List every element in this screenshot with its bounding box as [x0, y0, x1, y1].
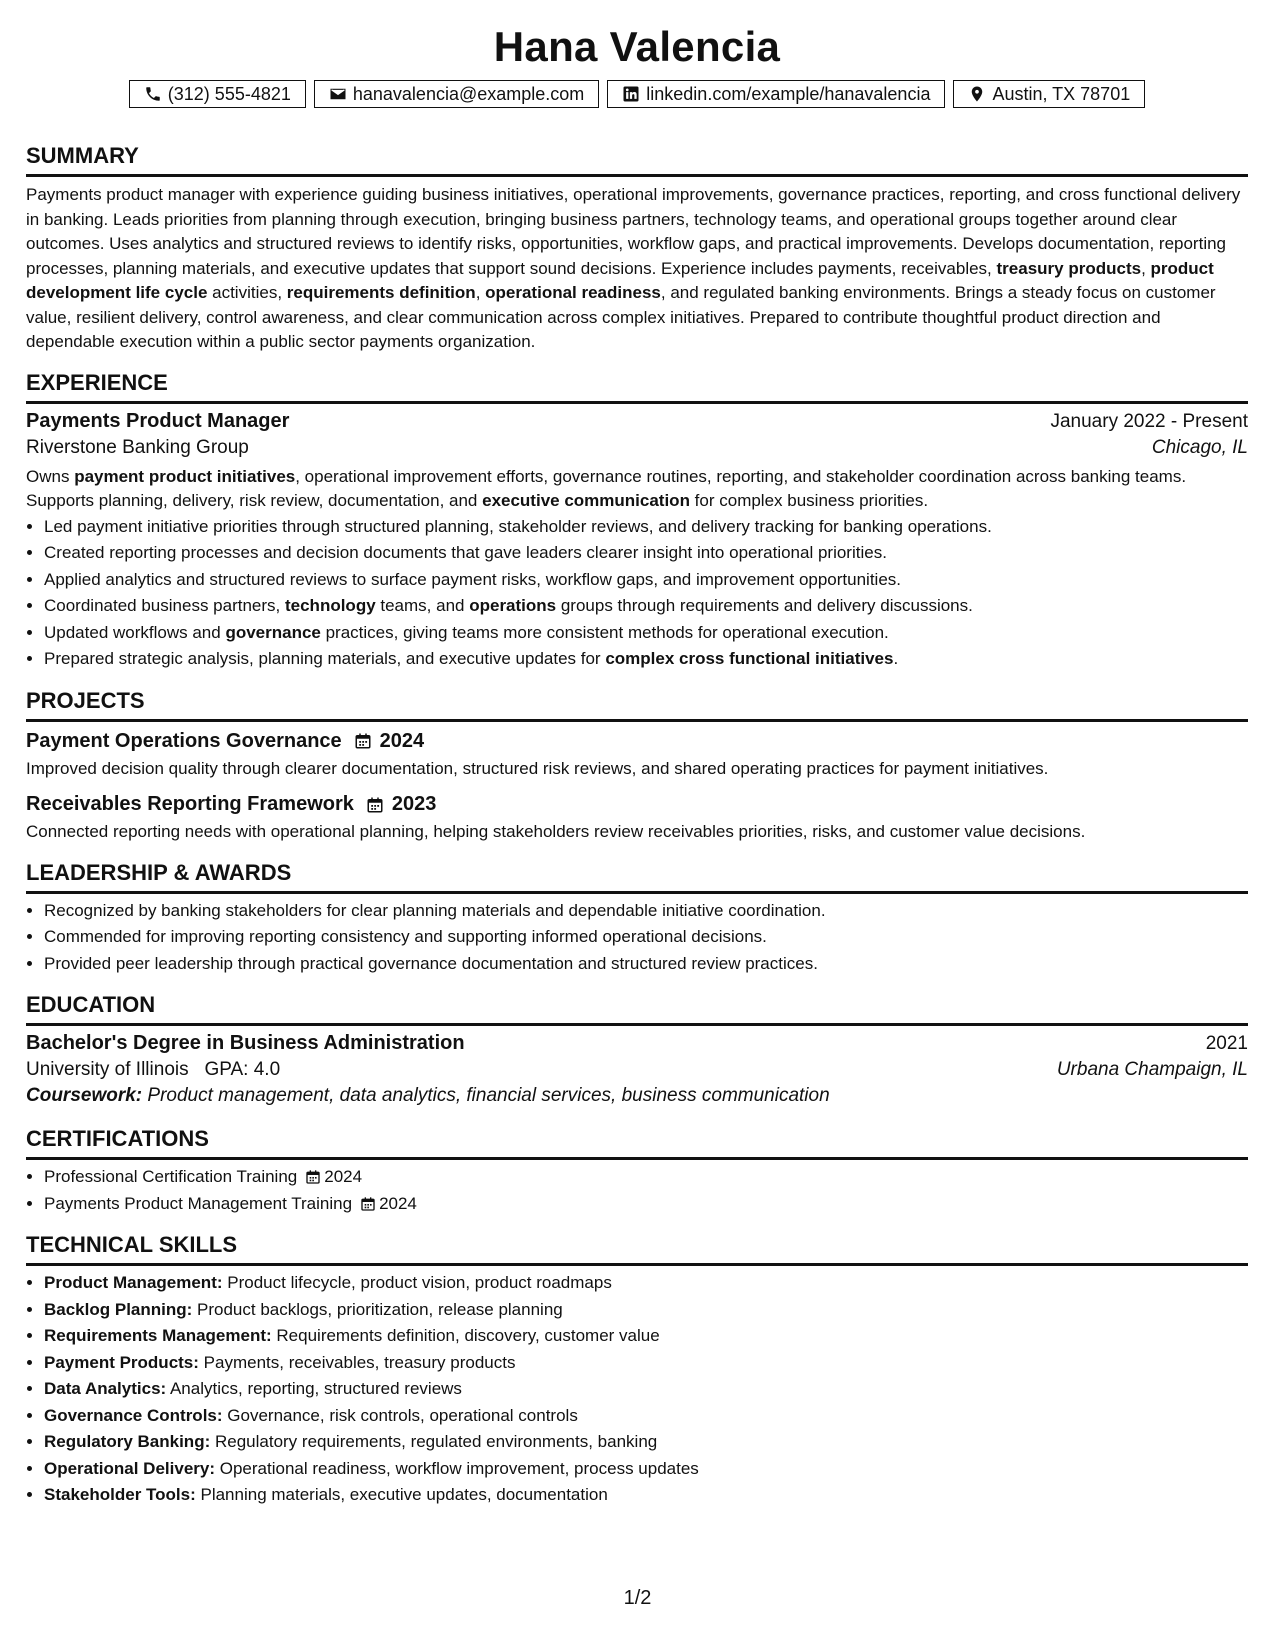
skill-label: Backlog Planning:	[44, 1299, 193, 1319]
project-year: 2023	[391, 793, 437, 815]
calendar-icon	[366, 796, 384, 814]
education-section	[26, 991, 1248, 1107]
list-item: • Provided peer leadership through practical governance documentation and structured review practices.	[44, 951, 1248, 978]
education-subheader	[26, 1059, 1248, 1081]
certifications-list	[26, 1164, 1248, 1217]
section-title-education: EDUCATION	[26, 991, 1248, 1026]
list-item: • Commended for improving reporting consistency and supporting informed operational decisions.	[44, 924, 1248, 951]
phone-icon	[144, 85, 162, 103]
skill-value: Product backlogs, prioritization, release planning	[192, 1299, 563, 1319]
skill-value: Requirements definition, discovery, customer value	[271, 1326, 660, 1345]
project-description: Connected reporting needs with operational planning, helping stakeholders review receivables priorities, risks, and customer value decisions.	[26, 822, 1086, 841]
list-item	[44, 1191, 1248, 1218]
gpa: GPA: 4.0	[204, 1059, 281, 1080]
skill-value: Regulatory requirements, regulated environments, banking	[210, 1432, 658, 1451]
resume-page	[26, 20, 1248, 1509]
calendar-icon	[305, 1169, 321, 1185]
linkedin-text: linkedin.com/example/hanavalencia	[646, 83, 931, 104]
project-description: Improved decision quality through clearer documentation, structured risk reviews, and shared operating practices for payment initiatives.	[26, 758, 1049, 778]
calendar-icon	[360, 1196, 376, 1212]
cert-name: • Payments Product Management Training	[44, 1193, 353, 1213]
list-item: • Created reporting processes and decision documents that gave leaders clearer insight into operational priorities.	[44, 540, 1248, 567]
contact-email[interactable]	[314, 80, 599, 108]
projects-section	[26, 687, 1248, 845]
list-item	[44, 1164, 1248, 1191]
contact-phone[interactable]	[129, 80, 306, 108]
leadership-section	[26, 859, 1248, 978]
skill-label: Payment Products:	[44, 1352, 199, 1372]
school-name: University of Illinois	[26, 1059, 189, 1080]
summary-section	[26, 142, 1248, 355]
job-location: Chicago, IL	[1151, 436, 1248, 458]
project-name: Payment Operations Governance	[26, 729, 342, 752]
project-header	[26, 730, 1248, 753]
job-company: Riverstone Banking Group	[26, 436, 249, 458]
skill-value: Governance, risk controls, operational controls	[222, 1405, 578, 1425]
list-item	[44, 1376, 1248, 1403]
envelope-icon	[329, 85, 347, 103]
certifications-section	[26, 1125, 1248, 1217]
phone-text: (312) 555-4821	[167, 83, 291, 104]
skills-list	[26, 1270, 1248, 1509]
project-year: 2024	[379, 729, 425, 752]
job-subheader	[26, 437, 1248, 459]
job-bullets	[26, 514, 1248, 673]
candidate-name: Hana Valencia	[493, 23, 781, 70]
skill-value: Payments, receivables, treasury products	[198, 1352, 516, 1372]
summary-text: Payments product manager with experience guiding business initiatives, operational improvements, governance practices, reporting, and cross functional delivery in banking. Leads priorities from planning through execution, bringing business partners, technology teams, and operational groups together around clear outcomes. Uses analytics and structured reviews to identify risks, opportunities, workflow gaps, and practical improvements. Develops documentation, reporting processes, planning materials, and executive updates that support sound decisions. Experience includes payments, receivables, treasury products, product development life cycle activities, requirements definition, operational readiness, and regulated banking environments. Brings a steady focus on customer value, resilient delivery, control awareness, and clear communication across complex initiatives. Prepared to contribute thoughtful product direction and dependable execution within a public sector payments organization.	[26, 185, 1241, 351]
calendar-icon	[354, 732, 372, 750]
section-title-certifications: CERTIFICATIONS	[26, 1125, 1248, 1160]
job-title: Payments Product Manager	[26, 409, 290, 432]
skill-label: Data Analytics:	[44, 1379, 167, 1398]
skill-label: Product Management:	[44, 1273, 223, 1292]
coursework-list: Product management, data analytics, financial services, business communication	[142, 1085, 830, 1106]
email-text: hanavalencia@example.com	[352, 83, 585, 104]
list-item: • Led payment initiative priorities through structured planning, stakeholder reviews, and delivery tracking for banking operations.	[44, 514, 1248, 541]
skills-section	[26, 1231, 1248, 1509]
cert-year: 2024	[379, 1193, 417, 1213]
list-item: • Recognized by banking stakeholders for clear planning materials and dependable initiative coordination.	[44, 898, 1248, 925]
skill-label: Governance Controls:	[44, 1405, 223, 1425]
education-header	[26, 1032, 1248, 1055]
leadership-list	[26, 898, 1248, 978]
skill-label: Regulatory Banking:	[44, 1432, 211, 1451]
location-text: Austin, TX 78701	[992, 83, 1131, 104]
job-intro: Owns payment product initiatives, operational improvement efforts, governance routines, reporting, and stakeholder coordination across banking teams. Supports planning, delivery, risk review, documentation, and executive communication for complex business priorities.	[26, 466, 1187, 510]
list-item	[44, 1482, 1248, 1509]
cert-name: • Professional Certification Training	[44, 1167, 298, 1186]
list-item	[44, 1323, 1248, 1350]
section-title-skills: TECHNICAL SKILLS	[26, 1231, 1248, 1266]
section-title-projects: PROJECTS	[26, 687, 1248, 722]
list-item	[44, 1297, 1248, 1324]
coursework-label: Coursework:	[26, 1085, 143, 1106]
list-item: • Updated workflows and governance practices, giving teams more consistent methods for operational execution.	[44, 620, 1248, 647]
page-number: 1/2	[623, 1587, 652, 1609]
list-item	[44, 1403, 1248, 1430]
skill-value: Operational readiness, workflow improvement, process updates	[215, 1458, 699, 1478]
skill-value: Planning materials, executive updates, documentation	[195, 1485, 608, 1504]
list-item: • Applied analytics and structured reviews to surface payment risks, workflow gaps, and improvement opportunities.	[44, 567, 1248, 594]
project-header	[26, 793, 1248, 816]
list-item	[44, 1270, 1248, 1297]
list-item: • Coordinated business partners, technology teams, and operations groups through requirements and delivery discussions.	[44, 593, 1248, 620]
list-item	[44, 1429, 1248, 1456]
school-info	[26, 1059, 280, 1081]
job-header	[26, 410, 1248, 433]
project-date	[354, 730, 425, 753]
degree-name: Bachelor's Degree in Business Administration	[26, 1032, 465, 1054]
job-dates: January 2022 - Present	[1050, 410, 1248, 432]
section-title-summary: SUMMARY	[26, 142, 1248, 177]
skill-value: Product lifecycle, product vision, product roadmaps	[222, 1273, 612, 1292]
graduation-year: 2021	[1205, 1033, 1248, 1054]
list-item: • Prepared strategic analysis, planning materials, and executive updates for complex cross functional initiatives.	[44, 646, 1248, 673]
experience-section	[26, 369, 1248, 673]
project-date	[366, 793, 437, 816]
section-title-leadership: LEADERSHIP & AWARDS	[26, 859, 1248, 894]
contact-linkedin[interactable]	[607, 80, 945, 108]
skill-value: Analytics, reporting, structured reviews	[166, 1379, 462, 1398]
school-location: Urbana Champaign, IL	[1056, 1059, 1248, 1080]
skill-label: Stakeholder Tools:	[44, 1485, 196, 1504]
contact-bar	[26, 80, 1248, 108]
contact-location[interactable]	[953, 80, 1145, 108]
skill-label: Requirements Management:	[44, 1326, 272, 1345]
project-name: Receivables Reporting Framework	[26, 793, 354, 815]
cert-year: 2024	[324, 1167, 363, 1186]
linkedin-icon	[622, 85, 640, 103]
section-title-experience: EXPERIENCE	[26, 369, 1248, 404]
list-item	[44, 1350, 1248, 1377]
skill-label: Operational Delivery:	[44, 1458, 216, 1478]
coursework	[26, 1085, 1248, 1107]
list-item	[44, 1456, 1248, 1483]
map-pin-icon	[968, 85, 986, 103]
